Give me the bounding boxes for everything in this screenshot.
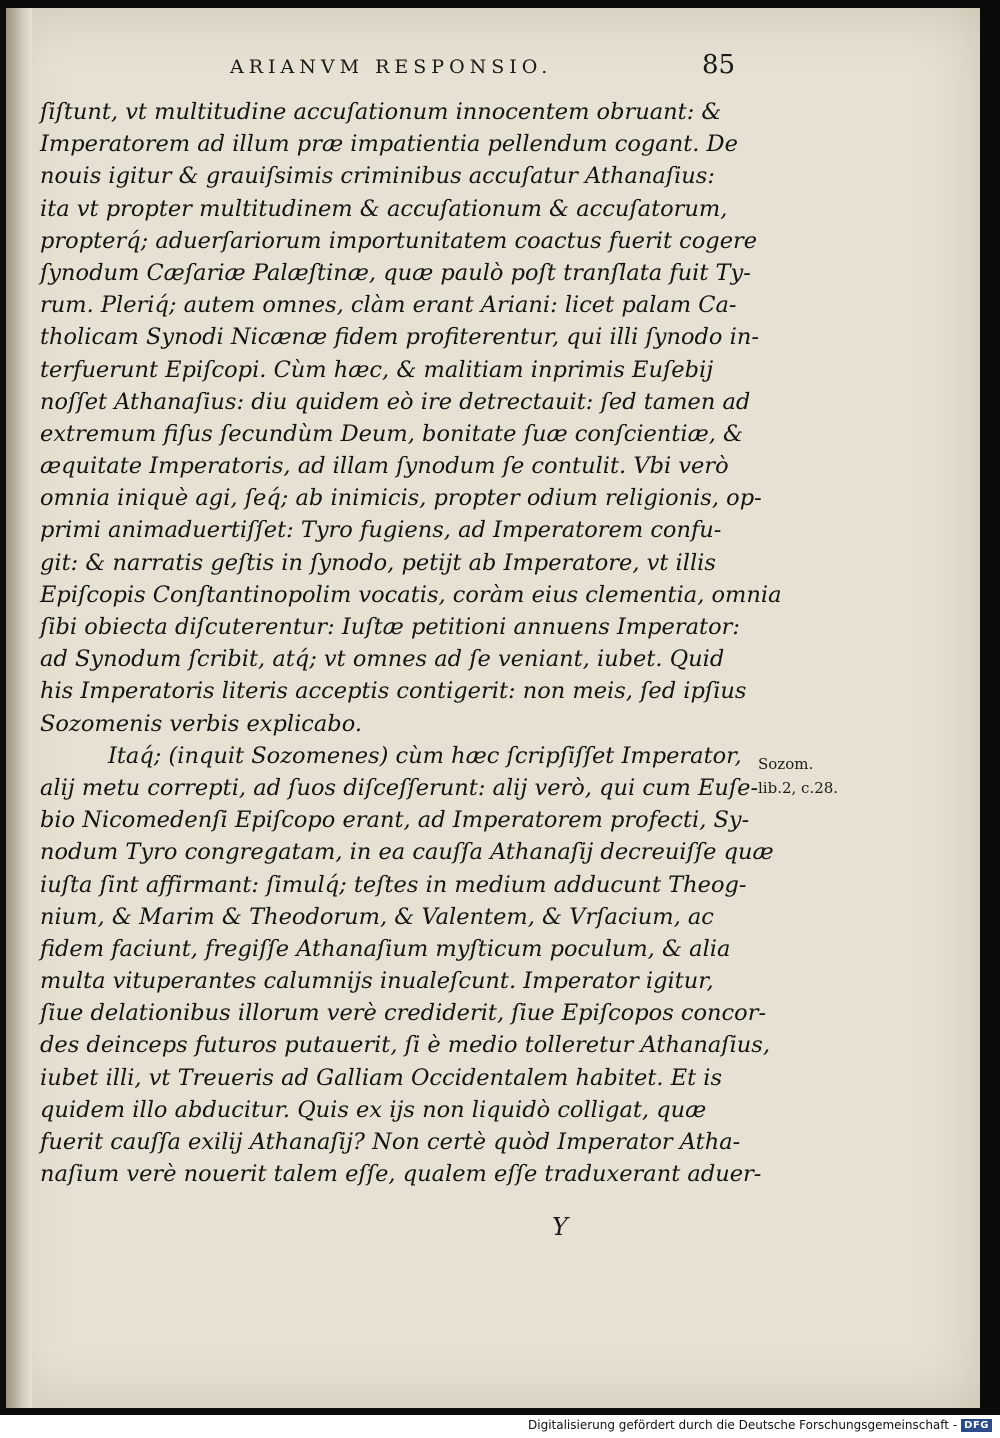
text-line: æquitate Imperatoris, ad illam ſynodum ſe contulit. Vbi verò	[40, 453, 729, 480]
text-line: ſiſtunt, vt multitudine accuſationum innocentem obruant: &	[40, 99, 722, 125]
text-line: propterq́; aduerſariorum importunitatem coactus fuerit cogere	[40, 227, 758, 254]
text-line: alij metu correpti, ad ſuos diſceſſerunt: alij verò, qui cum Euſe-	[40, 774, 759, 801]
text-line: nium, & Marim & Theodorum, & Valentem, & Vrſacium, ac	[40, 903, 714, 930]
text-line: Epiſcopis Conſtantinopolim vocatis, coràm eius clementia, omnia	[40, 581, 782, 608]
catchword: Y	[552, 1213, 568, 1241]
margin-note-line: Sozom.	[758, 755, 814, 773]
page-spine-shadow	[6, 8, 32, 1408]
text-line: ſibi obiecta diſcuterentur: Iuſtæ petitioni annuens Imperator:	[40, 614, 740, 640]
text-line: noſſet Athanaſius: diu quidem eò ire detrectauit: ſed tamen ad	[40, 388, 751, 415]
text-line: terfuerunt Epiſcopi. Cùm hæc, & malitiam inprimis Euſebij	[40, 356, 714, 383]
text-line: his Imperatoris literis acceptis contigerit: non meis, ſed ipſius	[40, 678, 747, 705]
text-line: quidem illo abducitur. Quis ex ijs non liquidò colligat, quæ	[40, 1096, 707, 1123]
text-line: fuerit cauſſa exilij Athanaſij? Non certè quòd Imperator Atha-	[40, 1129, 741, 1155]
text-line: rum. Pleriq́; autem omnes, clàm erant Ariani: licet palam Ca-	[40, 292, 737, 319]
margin-note	[758, 752, 848, 800]
text-line: iubet illi, vt Treueris ad Galliam Occidentalem habitet. Et is	[40, 1064, 723, 1091]
text-line: nouis igitur & grauiſsimis criminibus accuſatur Athanaſius:	[40, 163, 715, 190]
text-line: fidem faciunt, fregiſſe Athanaſium myſticum poculum, & alia	[40, 935, 731, 962]
text-line: omnia iniquè agi, ſeq́; ab inimicis, propter odium religionis, op-	[40, 485, 762, 512]
text-line: ſiue delationibus illorum verè crediderit, ſiue Epiſcopos concor-	[40, 1000, 767, 1027]
text-line: Sozomenis verbis explicabo.	[40, 710, 362, 737]
footer-credit	[528, 1418, 992, 1432]
text-line: extremum fiſus ſecundùm Deum, bonitate ſuæ conſcientiæ, &	[40, 420, 744, 447]
text-line: ita vt propter multitudinem & accuſationum & accuſatorum,	[40, 195, 728, 222]
text-line: Imperatorem ad illum præ impatientia pellendum cogant. De	[40, 131, 738, 158]
text-line: bio Nicomedenſi Epiſcopo erant, ad Imperatorem profecti, Sy-	[40, 807, 750, 834]
page-number: 85	[702, 50, 736, 80]
text-line: multa vituperantes calumnijs inualeſcunt. Imperator igitur,	[40, 968, 714, 995]
footer-text: Digitalisierung gefördert durch die Deutsche Forschungsgemeinschaft -	[528, 1418, 958, 1432]
dfg-logo-icon: DFG	[961, 1419, 992, 1432]
body-text	[40, 96, 782, 1190]
text-line: nodum Tyro congregatam, in ea cauſſa Athanaſij decreuiſſe quæ	[40, 839, 774, 866]
text-line: primi animaduertiſſet: Tyro fugiens, ad Imperatorem confu-	[40, 517, 722, 544]
text-line: naſium verè nouerit talem eſſe, qualem eſſe traduxerant aduer-	[40, 1161, 762, 1188]
text-line: des deinceps futuros putauerit, ſi è medio tolleretur Athanaſius,	[40, 1032, 770, 1059]
text-line: ſynodum Cæſariæ Palæſtinæ, quæ paulò poſt tranſlata fuit Ty-	[40, 259, 751, 286]
margin-note-line: lib.2, c.28.	[758, 779, 839, 797]
text-line: iuſta ſint affirmant: ſimulq́; teſtes in medium adducunt Theog-	[40, 871, 747, 898]
running-title: ARIANVM RESPONSIO.	[230, 56, 553, 78]
text-line: git: & narratis geſtis in ſynodo, petijt ab Imperatore, vt illis	[40, 549, 716, 576]
text-line: Itaq́; (inquit Sozomenes) cùm hæc ſcripſiſſet Imperator,	[108, 742, 742, 769]
text-line: tholicam Synodi Nicænæ fidem profiterentur, qui illi ſynodo in-	[40, 324, 759, 351]
text-line: ad Synodum ſcribit, atq́; vt omnes ad ſe veniant, iubet. Quid	[40, 646, 725, 673]
